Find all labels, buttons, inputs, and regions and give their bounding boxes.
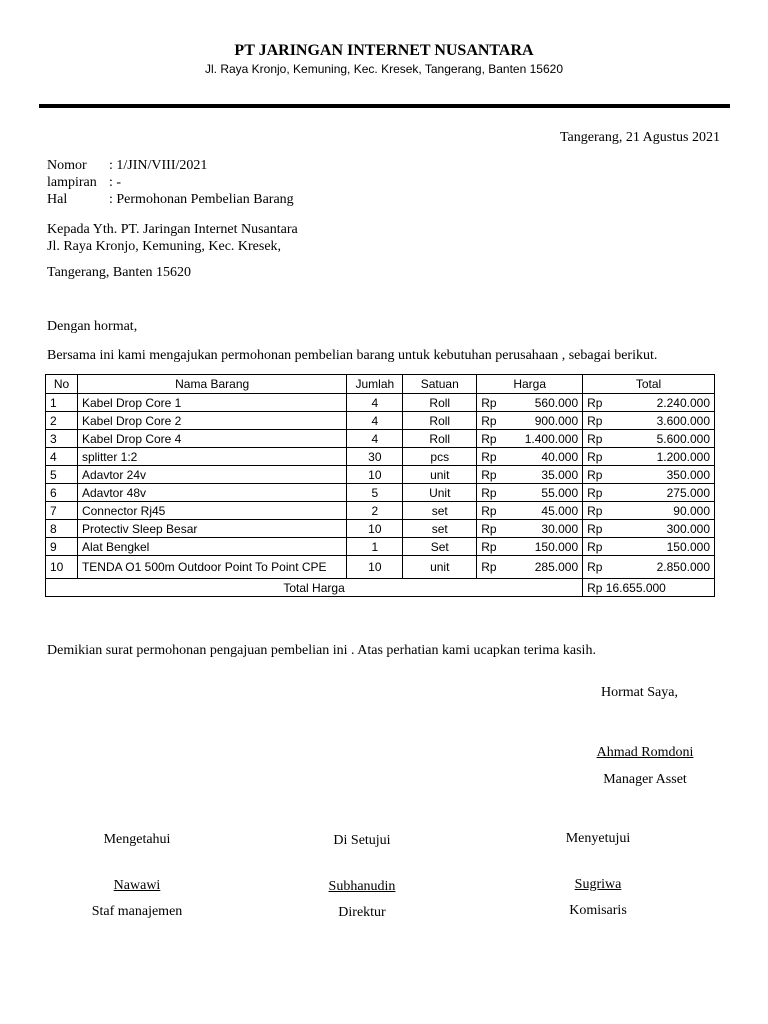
row-qty: 10	[347, 520, 403, 538]
grand-total: Rp 16.655.000	[583, 579, 715, 597]
meta-label: lampiran	[47, 175, 97, 190]
row-item-name: Alat Bengkel	[77, 538, 346, 556]
row-price-amount: 30.000	[541, 521, 579, 536]
row-price-amount: 150.000	[534, 539, 579, 554]
table-row	[46, 520, 715, 538]
greeting: Dengan hormat,	[47, 319, 138, 334]
letter-meta	[47, 157, 294, 208]
col-header-name: Nama Barang	[77, 375, 346, 394]
intro-paragraph: Bersama ini kami mengajukan permohonan pembelian barang untuk kebutuhan perusahaan , sebagai berikut.	[47, 348, 658, 363]
currency-symbol: Rp	[587, 431, 603, 446]
row-total	[583, 520, 715, 538]
row-total-amount: 5.600.000	[656, 431, 710, 446]
col-header-price: Harga	[477, 375, 583, 394]
row-price	[477, 484, 583, 502]
currency-symbol: Rp	[587, 521, 603, 536]
row-item-name: splitter 1:2	[77, 448, 346, 466]
currency-symbol: Rp	[481, 485, 497, 500]
row-unit: Unit	[403, 484, 477, 502]
row-item-name: Kabel Drop Core 1	[77, 394, 346, 412]
meta-row-hal	[47, 191, 294, 208]
signature-name: Subhanudin	[328, 879, 396, 894]
currency-symbol: Rp	[587, 395, 603, 410]
meta-label: Nomor	[47, 158, 87, 173]
row-unit: Set	[403, 538, 477, 556]
row-unit: Roll	[403, 412, 477, 430]
row-price-amount: 45.000	[541, 503, 579, 518]
currency-symbol: Rp	[481, 413, 497, 428]
row-total	[583, 466, 715, 484]
row-unit: unit	[403, 466, 477, 484]
row-price	[477, 556, 583, 579]
row-price	[477, 448, 583, 466]
row-price	[477, 538, 583, 556]
row-no: 10	[46, 556, 78, 579]
signature-caption: Mengetahui	[103, 832, 171, 847]
row-qty: 4	[347, 430, 403, 448]
currency-symbol: Rp	[481, 560, 497, 574]
row-total-amount: 350.000	[666, 467, 710, 482]
signature-title: Direktur	[338, 905, 386, 920]
row-total-amount: 90.000	[673, 503, 710, 518]
signature-mengetahui	[57, 832, 217, 920]
table-header-row	[46, 375, 715, 394]
signature-caption: Menyetujui	[565, 831, 631, 846]
recipient-block	[47, 221, 298, 255]
row-qty: 4	[347, 394, 403, 412]
currency-symbol: Rp	[481, 395, 497, 410]
row-item-name: TENDA O1 500m Outdoor Point To Point CPE	[77, 556, 346, 579]
row-total-amount: 3.600.000	[656, 413, 710, 428]
currency-symbol: Rp	[587, 467, 603, 482]
total-row	[46, 579, 715, 597]
meta-value: : Permohonan Pembelian Barang	[109, 192, 294, 207]
row-qty: 30	[347, 448, 403, 466]
table-row	[46, 538, 715, 556]
company-name: PT JARINGAN INTERNET NUSANTARA	[234, 42, 534, 59]
row-price-amount: 55.000	[541, 485, 579, 500]
signature-disetujui	[282, 833, 442, 921]
row-total-amount: 2.850.000	[656, 560, 710, 574]
row-price	[477, 412, 583, 430]
meta-value: : -	[109, 175, 122, 190]
meta-value: : 1/JIN/VIII/2021	[109, 158, 208, 173]
row-price-amount: 35.000	[541, 467, 579, 482]
recipient-line: Kepada Yth. PT. Jaringan Internet Nusantara	[47, 222, 298, 237]
row-item-name: Connector Rj45	[77, 502, 346, 520]
currency-symbol: Rp	[587, 413, 603, 428]
signature-title: Staf manajemen	[91, 904, 183, 919]
table-row	[46, 430, 715, 448]
row-no: 5	[46, 466, 78, 484]
row-no: 9	[46, 538, 78, 556]
recipient-line: Jl. Raya Kronjo, Kemuning, Kec. Kresek,	[47, 239, 282, 254]
closing-paragraph: Demikian surat permohonan pengajuan pembelian ini . Atas perhatian kami ucapkan terima kasih.	[47, 643, 596, 658]
currency-symbol: Rp	[481, 503, 497, 518]
row-unit: set	[403, 502, 477, 520]
row-price	[477, 466, 583, 484]
row-qty: 4	[347, 412, 403, 430]
row-unit: unit	[403, 556, 477, 579]
currency-symbol: Rp	[587, 485, 603, 500]
signature-title: Komisaris	[569, 903, 627, 918]
row-item-name: Adavtor 24v	[77, 466, 346, 484]
row-total	[583, 430, 715, 448]
row-item-name: Adavtor 48v	[77, 484, 346, 502]
table-row	[46, 502, 715, 520]
row-price-amount: 285.000	[534, 560, 579, 574]
company-address: Jl. Raya Kronjo, Kemuning, Kec. Kresek, Tangerang, Banten 15620	[204, 62, 563, 76]
currency-symbol: Rp	[587, 503, 603, 518]
items-table	[45, 374, 715, 597]
currency-symbol: Rp	[481, 467, 497, 482]
row-price	[477, 430, 583, 448]
row-total	[583, 448, 715, 466]
row-no: 7	[46, 502, 78, 520]
row-qty: 10	[347, 556, 403, 579]
currency-symbol: Rp	[481, 431, 497, 446]
regards: Hormat Saya,	[601, 685, 678, 700]
header-divider	[39, 104, 730, 108]
table-row	[46, 484, 715, 502]
meta-row-lampiran	[47, 174, 294, 191]
row-total-amount: 2.240.000	[656, 395, 710, 410]
row-total	[583, 394, 715, 412]
col-header-unit: Satuan	[403, 375, 477, 394]
row-total	[583, 556, 715, 579]
currency-symbol: Rp	[481, 449, 497, 464]
col-header-qty: Jumlah	[347, 375, 403, 394]
signature-caption: Di Setujui	[333, 833, 391, 848]
meta-row-nomor	[47, 157, 294, 174]
row-price	[477, 502, 583, 520]
row-unit: Roll	[403, 430, 477, 448]
row-no: 4	[46, 448, 78, 466]
currency-symbol: Rp	[587, 560, 603, 574]
table-row	[46, 448, 715, 466]
signature-name: Sugriwa	[574, 877, 622, 892]
row-unit: set	[403, 520, 477, 538]
signature-name: Nawawi	[113, 878, 161, 893]
currency-symbol: Rp	[481, 521, 497, 536]
col-header-total: Total	[583, 375, 715, 394]
row-total	[583, 538, 715, 556]
row-unit: pcs	[403, 448, 477, 466]
table-row	[46, 412, 715, 430]
row-total-amount: 1.200.000	[656, 449, 710, 464]
row-total-amount: 150.000	[666, 539, 710, 554]
signature-menyetujui	[518, 831, 678, 919]
row-item-name: Protectiv Sleep Besar	[77, 520, 346, 538]
row-qty: 5	[347, 484, 403, 502]
row-price-amount: 900.000	[534, 413, 579, 428]
currency-symbol: Rp	[587, 449, 603, 464]
table-row	[46, 394, 715, 412]
recipient-city: Tangerang, Banten 15620	[47, 265, 192, 280]
row-price	[477, 520, 583, 538]
row-no: 2	[46, 412, 78, 430]
sender-title: Manager Asset	[603, 772, 687, 787]
row-qty: 1	[347, 538, 403, 556]
row-no: 1	[46, 394, 78, 412]
row-unit: Roll	[403, 394, 477, 412]
row-price	[477, 394, 583, 412]
row-total	[583, 484, 715, 502]
row-price-amount: 1.400.000	[524, 431, 579, 446]
row-item-name: Kabel Drop Core 4	[77, 430, 346, 448]
meta-label: Hal	[47, 192, 68, 207]
row-price-amount: 560.000	[534, 395, 579, 410]
row-total	[583, 412, 715, 430]
table-row	[46, 466, 715, 484]
row-qty: 10	[347, 466, 403, 484]
row-qty: 2	[347, 502, 403, 520]
letter-date: Tangerang, 21 Agustus 2021	[559, 130, 720, 145]
currency-symbol: Rp	[481, 539, 497, 554]
row-item-name: Kabel Drop Core 2	[77, 412, 346, 430]
row-no: 6	[46, 484, 78, 502]
col-header-no: No	[46, 375, 78, 394]
currency-symbol: Rp	[587, 539, 603, 554]
row-no: 8	[46, 520, 78, 538]
sender-name: Ahmad Romdoni	[596, 745, 694, 760]
row-price-amount: 40.000	[541, 449, 579, 464]
row-total-amount: 275.000	[666, 485, 710, 500]
table-row	[46, 556, 715, 579]
row-no: 3	[46, 430, 78, 448]
row-total	[583, 502, 715, 520]
total-label: Total Harga	[46, 579, 583, 597]
row-total-amount: 300.000	[666, 521, 710, 536]
